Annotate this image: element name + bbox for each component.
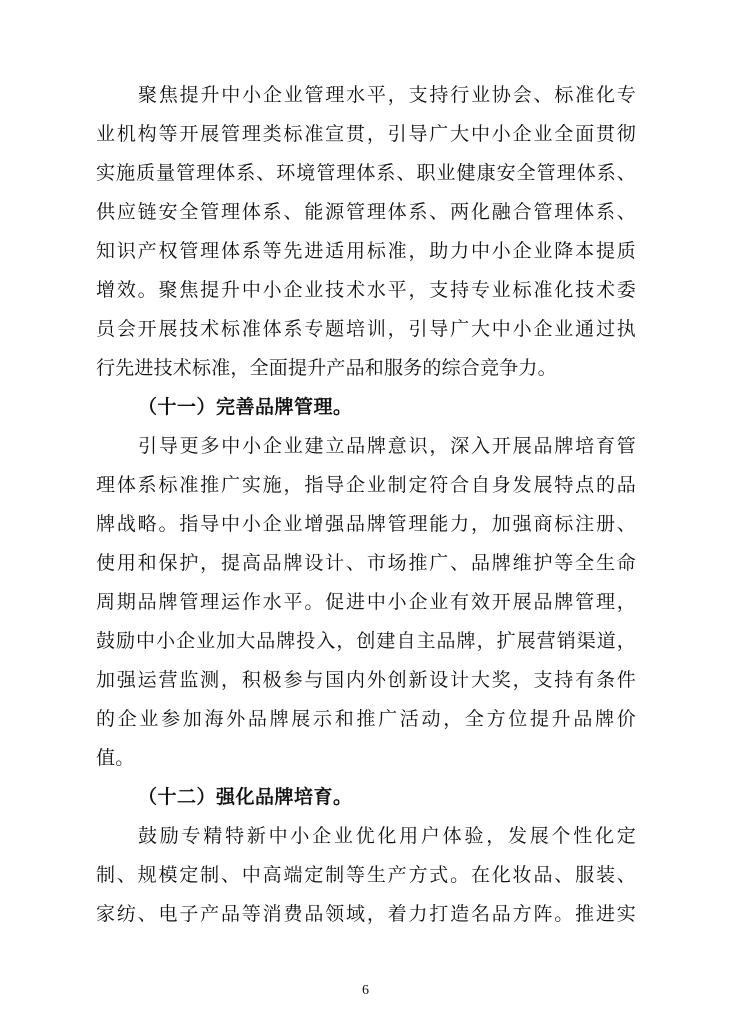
paragraph-line: 值。 bbox=[96, 747, 135, 769]
paragraph-line: 加强运营监测，积极参与国内外创新设计大奖，支持有条件 bbox=[96, 669, 636, 691]
paragraph-line: 引导更多中小企业建立品牌意识，深入开展品牌培育管 bbox=[138, 435, 636, 457]
paragraph-line: 鼓励专精特新中小企业优化用户体验，发展个性化定 bbox=[138, 825, 636, 847]
paragraph-line: 知识产权管理体系等先进适用标准，助力中小企业降本提质 bbox=[96, 240, 636, 262]
paragraph-line: 实施质量管理体系、环境管理体系、职业健康安全管理体系、 bbox=[96, 162, 636, 184]
paragraph-line: 理体系标准推广实施，指导企业制定符合自身发展特点的品 bbox=[96, 474, 636, 496]
paragraph-line: 使用和保护，提高品牌设计、市场推广、品牌维护等全生命 bbox=[96, 552, 636, 574]
paragraph-line: 家纺、电子产品等消费品领域，着力打造名品方阵。推进实 bbox=[96, 903, 636, 925]
paragraph-line: 的企业参加海外品牌展示和推广活动，全方位提升品牌价 bbox=[96, 708, 636, 730]
paragraph-line: 行先进技术标准，全面提升产品和服务的综合竞争力。 bbox=[96, 357, 557, 379]
paragraph-line: 供应链安全管理体系、能源管理体系、两化融合管理体系、 bbox=[96, 201, 636, 223]
paragraph-line: 增效。聚焦提升中小企业技术水平，支持专业标准化技术委 bbox=[96, 279, 636, 301]
paragraph-line: 制、规模定制、中高端定制等生产方式。在化妆品、服装、 bbox=[96, 864, 636, 886]
paragraph-line: 业机构等开展管理类标准宣贯，引导广大中小企业全面贯彻 bbox=[96, 123, 636, 145]
section-heading: （十二）强化品牌培育。 bbox=[138, 786, 353, 808]
paragraph-line: 牌战略。指导中小企业增强品牌管理能力，加强商标注册、 bbox=[96, 513, 636, 535]
paragraph-line: 鼓励中小企业加大品牌投入，创建自主品牌，扩展营销渠道， bbox=[96, 630, 636, 652]
paragraph-line: 周期品牌管理运作水平。促进中小企业有效开展品牌管理， bbox=[96, 591, 636, 613]
page-number: 6 bbox=[362, 983, 369, 998]
paragraph-line: 员会开展技术标准体系专题培训，引导广大中小企业通过执 bbox=[96, 318, 636, 340]
paragraph-line: 聚焦提升中小企业管理水平，支持行业协会、标准化专 bbox=[138, 84, 636, 106]
section-heading: （十一）完善品牌管理。 bbox=[138, 396, 353, 418]
